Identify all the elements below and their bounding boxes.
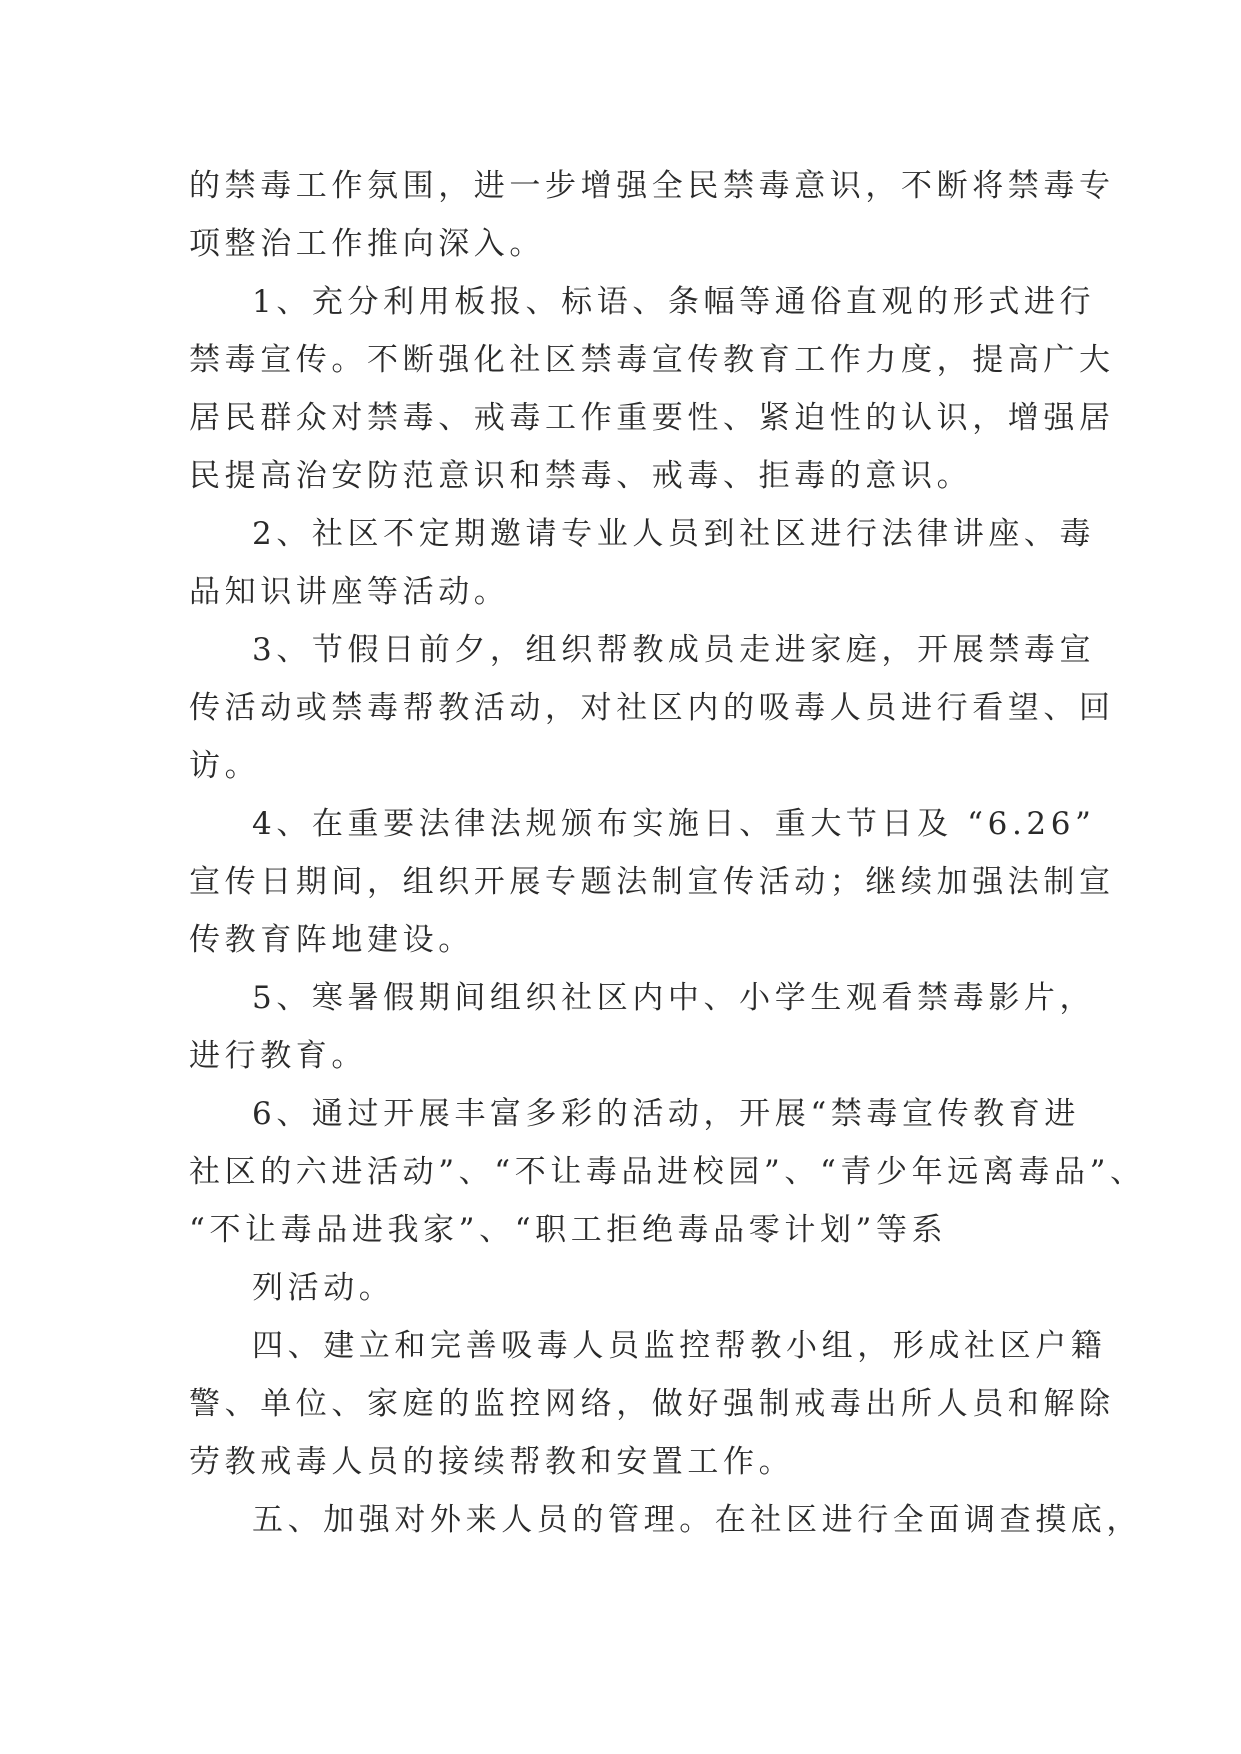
text-line: 品知识讲座等活动。 xyxy=(189,574,510,610)
text-line: “不让毒品进我家”、“职工拒绝毒品零计划”等系 xyxy=(189,1212,948,1248)
text-line: 传活动或禁毒帮教活动，对社区内的吸毒人员进行看望、回 xyxy=(189,690,1115,726)
text-line: 居民群众对禁毒、戒毒工作重要性、紧迫性的认识，增强居 xyxy=(189,400,1115,436)
text-line: 3、节假日前夕，组织帮教成员走进家庭，开展禁毒宣 xyxy=(252,632,1096,668)
text-line: 列活动。 xyxy=(252,1270,395,1306)
text-line: 民提高治安防范意识和禁毒、戒毒、拒毒的意识。 xyxy=(189,458,973,494)
text-line: 宣传日期间，组织开展专题法制宣传活动；继续加强法制宣 xyxy=(189,864,1115,900)
text-line: 6、通过开展丰富多彩的活动，开展“禁毒宣传教育进 xyxy=(252,1096,1080,1132)
text-line: 4、在重要法律法规颁布实施日、重大节日及 “6.26” xyxy=(252,806,1096,842)
text-line: 五、加强对外来人员的管理。在社区进行全面调查摸底， xyxy=(252,1502,1142,1538)
text-line: 劳教戒毒人员的接续帮教和安置工作。 xyxy=(189,1444,795,1480)
text-line: 项整治工作推向深入。 xyxy=(189,226,545,262)
text-line: 传教育阵地建设。 xyxy=(189,922,474,958)
text-line: 的禁毒工作氛围，进一步增强全民禁毒意识，不断将禁毒专 xyxy=(189,168,1115,204)
text-line: 四、建立和完善吸毒人员监控帮教小组，形成社区户籍 xyxy=(252,1328,1107,1364)
text-line: 禁毒宣传。不断强化社区禁毒宣传教育工作力度，提高广大 xyxy=(189,342,1115,378)
text-line: 社区的六进活动”、“不让毒品进校园”、“青少年远离毒品”、 xyxy=(189,1154,1146,1190)
text-line: 1、充分利用板报、标语、条幅等通俗直观的形式进行 xyxy=(252,284,1096,320)
text-line: 进行教育。 xyxy=(189,1038,367,1074)
text-line: 警、单位、家庭的监控网络，做好强制戒毒出所人员和解除 xyxy=(189,1386,1115,1422)
text-line: 5、寒暑假期间组织社区内中、小学生观看禁毒影片， xyxy=(252,980,1096,1016)
text-line: 访。 xyxy=(189,748,261,784)
text-line: 2、社区不定期邀请专业人员到社区进行法律讲座、毒 xyxy=(252,516,1096,552)
